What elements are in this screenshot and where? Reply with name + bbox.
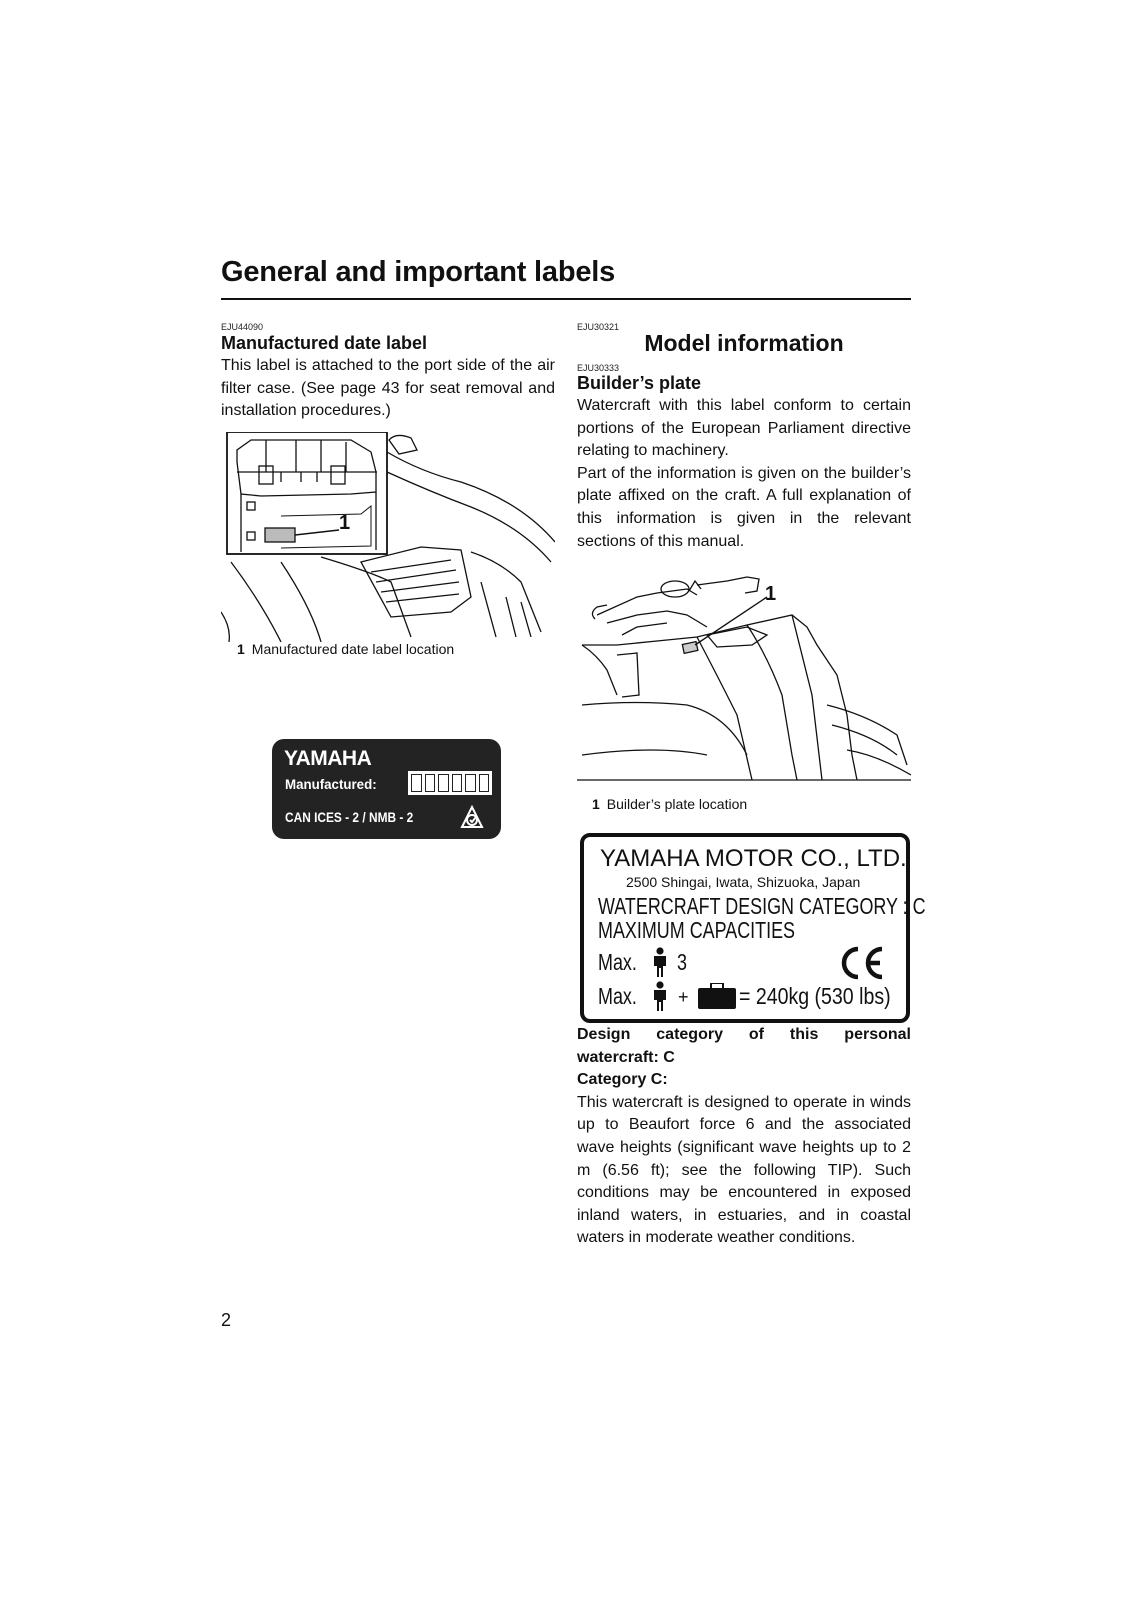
section-heading-manufactured-date: Manufactured date label [221,333,428,353]
section-code: EJU44090 [221,322,264,332]
plate-max2-label: Max. [598,983,637,1009]
caption-text: Builder’s plate location [606,796,748,812]
manufactured-date-label-plate [272,739,501,839]
engine-bay-illustration [221,432,555,642]
plate-max1-value: 3 [677,949,687,975]
section-code: EJU30321 [577,322,620,332]
section-title-model-information: Model information [644,330,844,356]
section-heading-builders-plate: Builder’s plate [577,373,702,393]
rcm-mark-icon [458,803,486,831]
caption-number: 1 [237,641,245,657]
plate-category-line: WATERCRAFT DESIGN CATEGORY : C [598,893,926,919]
person-icon [652,981,668,1016]
page-number: 2 [221,1310,232,1330]
design-category-heading: Design category of this personal watercraft: C [577,1026,911,1066]
design-category-section [577,1024,911,1250]
manufactured-label-caption [237,641,454,657]
section-code: EJU30333 [577,363,620,373]
plate-company: YAMAHA MOTOR CO., LTD. [600,845,907,872]
figure-callout-1: 1 [339,512,351,534]
plate-max2-value: = 240kg (530 lbs) [739,983,891,1009]
person-icon [652,947,668,982]
plate-address: 2500 Shingai, Iwata, Shizuoka, Japan [626,874,861,890]
category-c-heading: Category C: [577,1071,668,1089]
builders-plate-paragraphs [577,395,911,553]
plate-max1-label: Max. [598,949,637,975]
builders-plate-caption [592,796,747,812]
ce-mark-icon [836,945,886,986]
manufactured-date-paragraph: This label is attached to the port side of the air filter case. (See page 43 for seat removal and installation procedures.) [221,357,555,420]
label-manufactured: Manufactured: [285,776,377,792]
plate-plus: + [678,987,689,1007]
caption-number: 1 [592,796,600,812]
page-title: General and important labels [221,256,616,288]
builders-plate-paragraph-1: Watercraft with this label conform to certain portions of the European Parliament directive relating to machinery. [577,397,911,460]
label-cert: CAN ICES - 2 / NMB - 2 [285,809,414,825]
category-c-paragraph: This watercraft is designed to operate in winds up to Beaufort force 6 and the associated wave heights (significant wave heights up to 2 m (6.56 ft); see the following TIP). Such conditions may be encountered in exposed inland waters, in estuaries, and in coastal waters in moderate weather conditions. [577,1093,911,1247]
figure-callout-1: 1 [765,583,777,605]
builders-plate [580,833,926,1023]
watercraft-illustration [577,575,911,795]
builders-plate-paragraph-2: Part of the information is given on the builder’s plate affixed on the craft. A full explanation of this information is given in the relevant sections of this manual. [577,464,911,550]
label-brand: YAMAHA [284,747,372,770]
date-punch-boxes [408,771,492,795]
caption-text: Manufactured date label location [251,641,455,657]
title-rule [221,298,911,300]
plate-capacities: MAXIMUM CAPACITIES [598,917,796,943]
luggage-icon [698,983,736,1014]
